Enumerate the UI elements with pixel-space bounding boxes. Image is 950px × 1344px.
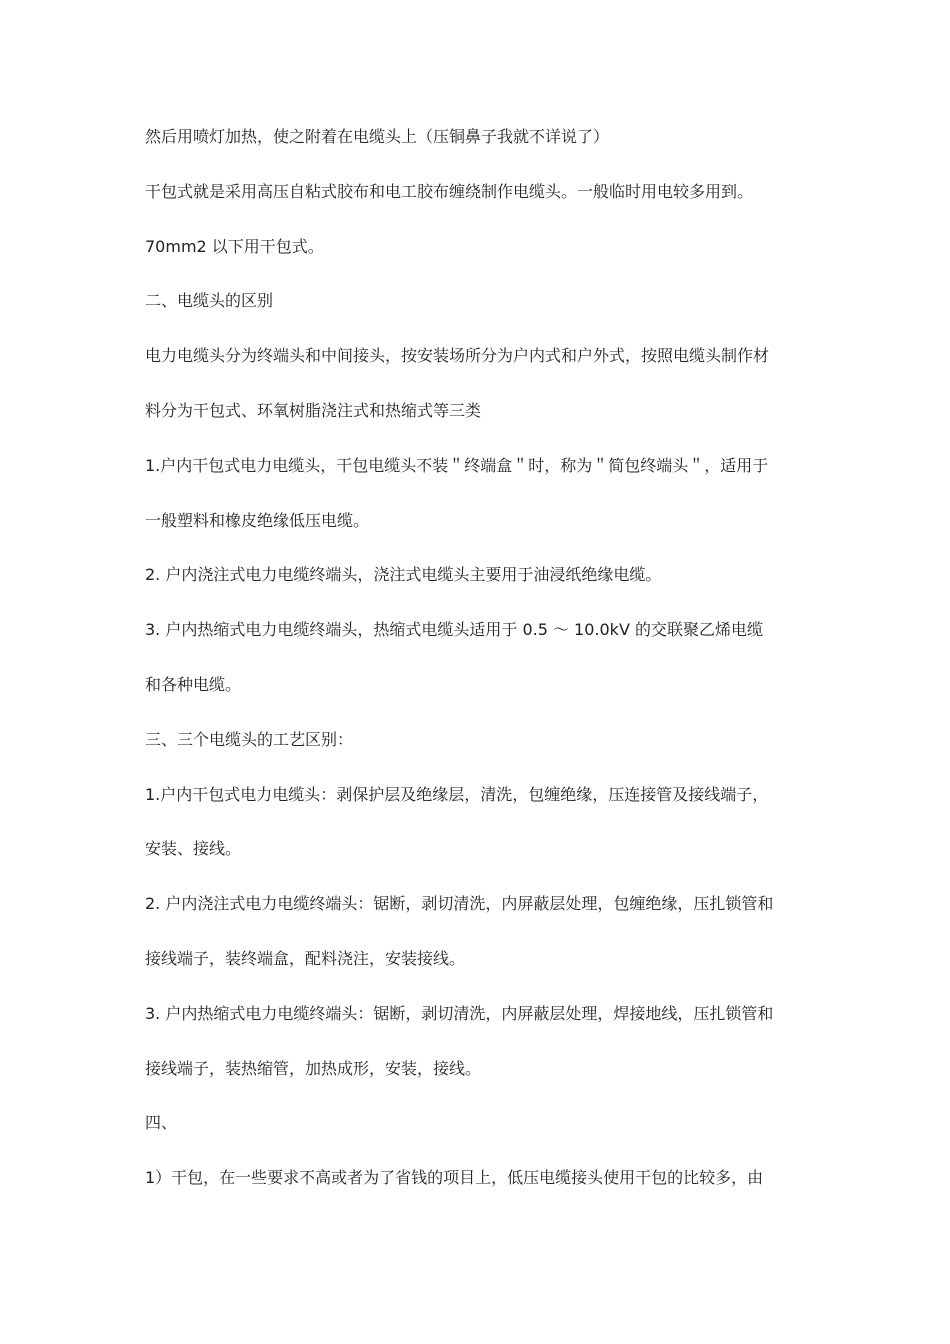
text-line: 安装、接线。 bbox=[145, 839, 242, 859]
list-item: 1.户内干包式电力电缆头，干包电缆头不装＂终端盒＂时，称为＂简包终端头＂，适用于 bbox=[145, 455, 769, 475]
document-body bbox=[145, 110, 825, 1206]
text-line: 干包式就是采用高压自粘式胶布和电工胶布缠绕制作电缆头。一般临时用电较多用到。 bbox=[145, 181, 754, 201]
list-item: 2. 户内浇注式电力电缆终端头，浇注式电缆头主要用于油浸纸绝缘电缆。 bbox=[145, 565, 662, 585]
list-item: 3. 户内热缩式电力电缆终端头，热缩式电缆头适用于 0.5 ～ 10.0kV 的交联聚乙烯电缆 bbox=[145, 620, 763, 640]
text-line: 料分为干包式、环氧树脂浇注式和热缩式等三类 bbox=[145, 400, 482, 420]
text-line: 电力电缆头分为终端头和中间接头，按安装场所分为户内式和户外式，按照电缆头制作材 bbox=[145, 346, 770, 366]
section-heading: 二、电缆头的区别 bbox=[145, 291, 274, 311]
list-item: 1.户内干包式电力电缆头：剥保护层及绝缘层，清洗，包缠绝缘，压连接管及接线端子， bbox=[145, 784, 769, 804]
text-line: 70mm2 以下用干包式。 bbox=[145, 236, 324, 256]
section-heading: 四、 bbox=[145, 1113, 178, 1133]
list-item: 2. 户内浇注式电力电缆终端头：锯断，剥切清洗，内屏蔽层处理，包缠绝缘，压扎锁管和 bbox=[145, 894, 774, 914]
text-line: 然后用喷灯加热，使之附着在电缆头上（压铜鼻子我就不详说了） bbox=[145, 127, 610, 146]
text-line: 一般塑料和橡皮绝缘低压电缆。 bbox=[145, 510, 370, 530]
text-line: 和各种电缆。 bbox=[145, 674, 242, 694]
text-line: 接线端子，装终端盒，配料浇注，安装接线。 bbox=[145, 948, 466, 968]
section-heading: 三、三个电缆头的工艺区别： bbox=[145, 729, 354, 749]
text-line: 接线端子，装热缩管，加热成形，安装，接线。 bbox=[145, 1058, 482, 1078]
list-item: 1）干包，在一些要求不高或者为了省钱的项目上，低压电缆接头使用干包的比较多，由 bbox=[145, 1168, 764, 1188]
list-item: 3. 户内热缩式电力电缆终端头：锯断，剥切清洗，内屏蔽层处理，焊接地线，压扎锁管和 bbox=[145, 1003, 774, 1023]
